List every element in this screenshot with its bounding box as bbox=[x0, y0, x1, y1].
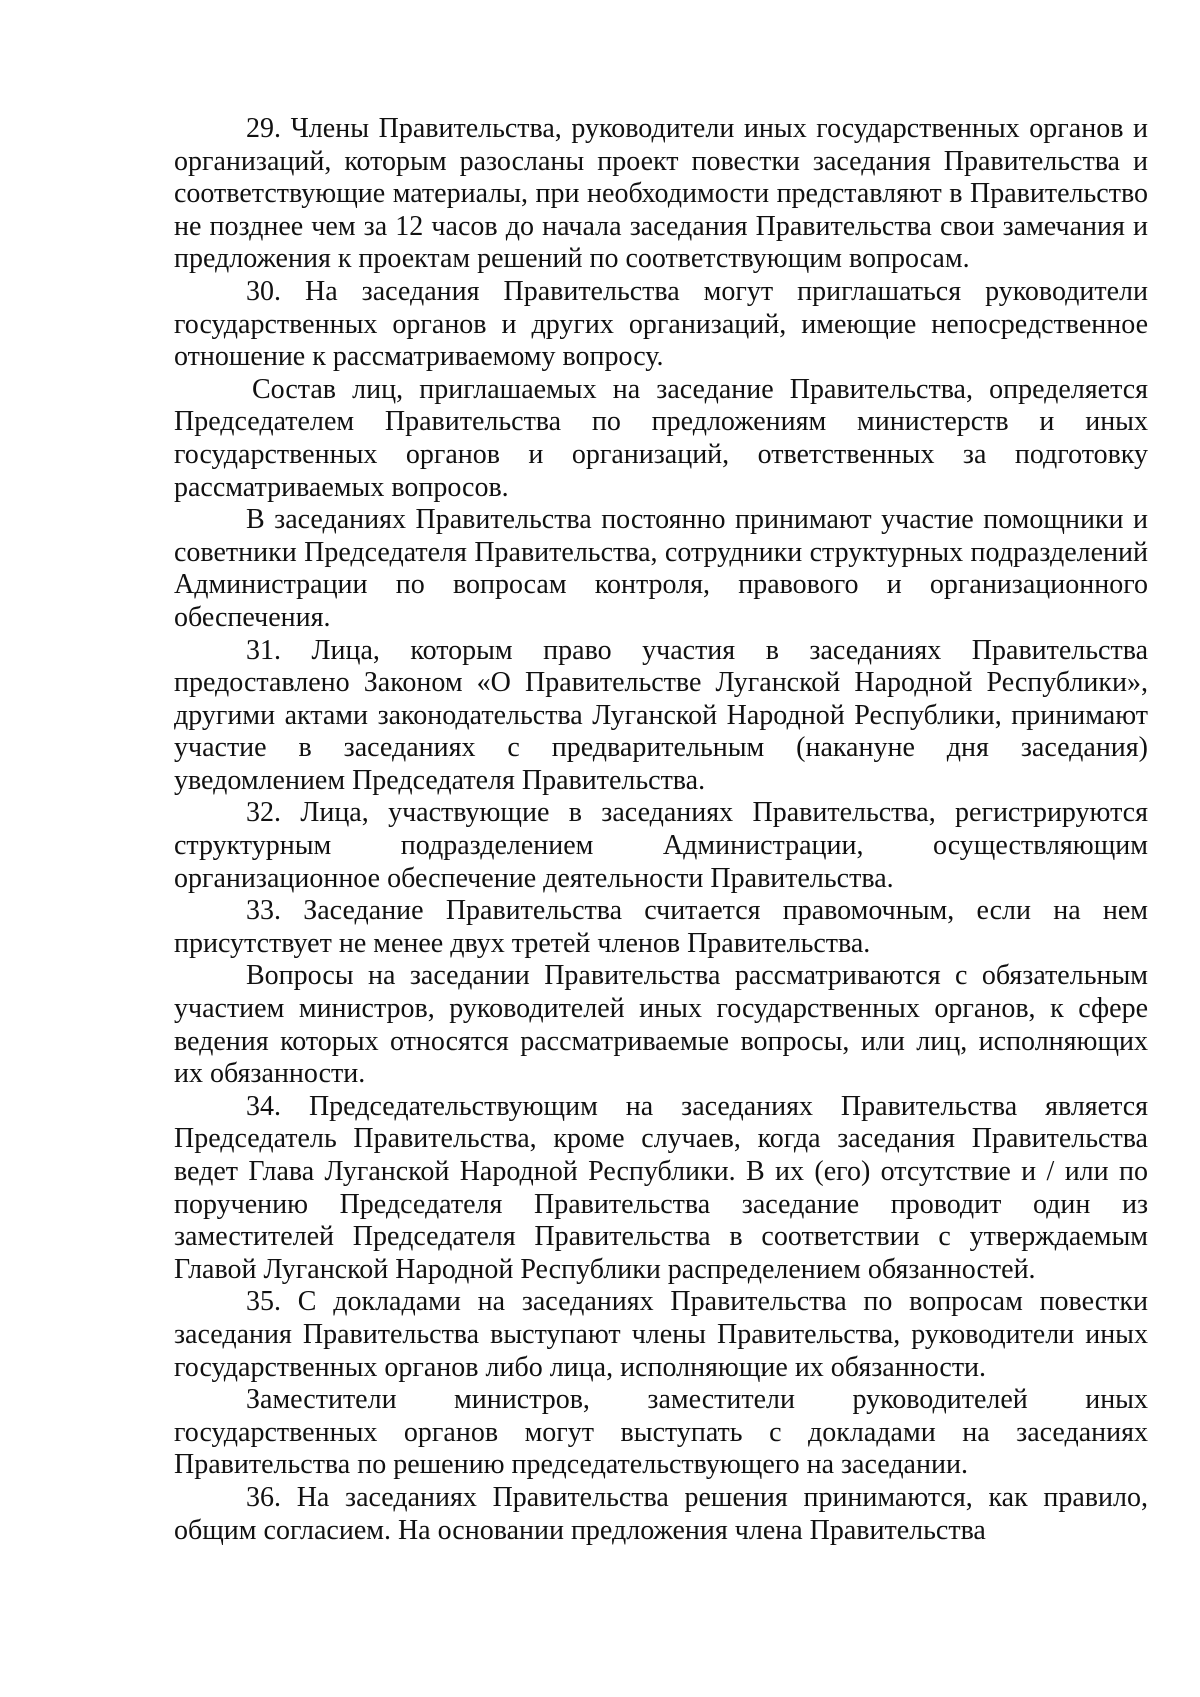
paragraph-35-deputies: Заместители министров, заместители руководителей иных государственных органов могут выступать с докладами на заседаниях Правительства по решению председательствующего на заседании. bbox=[174, 1384, 1148, 1481]
paragraph-30-permanent-participants: В заседаниях Правительства постоянно принимают участие помощники и советники Председателя Правительства, сотрудники структурных подразделений Администрации по вопросам контроля, правового и организационного обеспечения. bbox=[174, 504, 1148, 633]
paragraph-33: 33. Заседание Правительства считается правомочным, если на нем присутствует не менее двух третей членов Правительства. bbox=[174, 895, 1148, 959]
paragraph-30-invitees: Состав лиц, приглашаемых на заседание Правительства, определяется Председателем Правительства по предложениям министерств и иных государственных органов и организаций, ответственных за подготовку рассматриваемых вопросов. bbox=[174, 373, 1148, 503]
paragraph-31: 31. Лица, которым право участия в заседаниях Правительства предоставлено Законом «О Правительстве Луганской Народной Республики», другими актами законодательства Луганской Народной Республики, принимают участие в заседаниях с предварительным (накануне дня заседания) уведомлением Председателя Правительства. bbox=[174, 634, 1148, 796]
paragraph-34: 34. Председательствующим на заседаниях Правительства является Председатель Правительства, кроме случаев, когда заседания Правительства ведет Глава Луганской Народной Республики. В их (его) отсутствие и / или по поручению Председателя Правительства заседание проводит один из заместителей Председателя Правительства в соответствии с утверждаемым Главой Луганской Народной Республики распределением обязанностей. bbox=[174, 1090, 1148, 1285]
paragraph-29: 29. Члены Правительства, руководители иных государственных органов и организаций, которым разосланы проект повестки заседания Правительства и соответствующие материалы, при необходимости представляют в Правительство не позднее чем за 12 часов до начала заседания Правительства свои замечания и предложения к проектам решений по соответствующим вопросам. bbox=[174, 113, 1148, 275]
paragraph-36: 36. На заседаниях Правительства решения принимаются, как правило, общим согласием. На основании предложения члена Правительства bbox=[174, 1481, 1148, 1546]
paragraph-32: 32. Лица, участвующие в заседаниях Правительства, регистрируются структурным подразделением Администрации, осуществляющим организационное обеспечение деятельности Правительства. bbox=[174, 797, 1148, 894]
paragraph-30: 30. На заседания Правительства могут приглашаться руководители государственных органов и других организаций, имеющие непосредственное отношение к рассматриваемому вопросу. bbox=[174, 275, 1148, 373]
paragraph-33-participation: Вопросы на заседании Правительства рассматриваются с обязательным участием министров, руководителей иных государственных органов, к сфере ведения которых относятся рассматриваемые вопросы, или лиц, исполняющих их обязанности. bbox=[174, 960, 1148, 1090]
paragraph-35: 35. С докладами на заседаниях Правительства по вопросам повестки заседания Правительства выступают члены Правительства, руководители иных государственных органов либо лица, исполняющие их обязанности. bbox=[174, 1286, 1148, 1383]
document-body bbox=[174, 113, 1148, 1547]
